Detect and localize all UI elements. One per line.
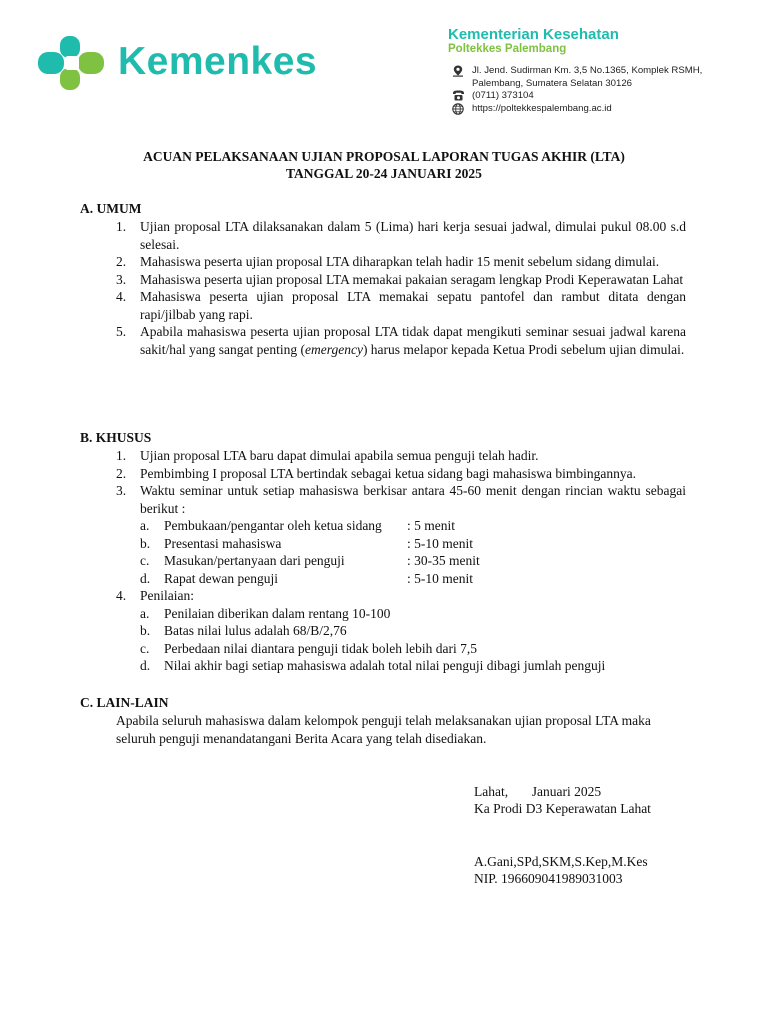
item-number: 1. [116,448,127,463]
item-number: 3. [116,271,127,287]
penilaian-letter: d. [140,658,151,673]
penilaian-row [140,657,686,675]
address-row [452,65,752,90]
penilaian-letter: c. [140,640,150,656]
penilaian-list [116,605,686,675]
rincian-letter: c. [140,553,150,568]
penilaian-row [140,640,686,658]
institution-name: Poltekkes Palembang [448,43,567,55]
item-number: 5. [116,324,127,339]
address-text [472,65,702,90]
item-text: Waktu seminar untuk setiap mahasiswa berkisar antara 45-60 menit dengan rincian waktu sebagai berikut : [140,483,686,516]
rincian-row [140,517,686,535]
item-number: 1. [116,219,127,234]
section-a-heading: A. UMUM [80,201,142,216]
place-date-text: Lahat, Januari 2025 [474,784,602,799]
phone-row [452,90,752,103]
signature-place-date [474,783,601,801]
address-line-2: Palembang, Sumatera Selatan 30126 [472,77,633,89]
umum-list [116,218,686,358]
website-row [452,103,752,116]
rincian-letter: d. [140,570,151,586]
section-b-heading: B. KHUSUS [80,430,152,445]
item-text: Mahasiswa peserta ujian proposal LTA memakai pakaian seragam lengkap Prodi Keperawatan Lahat [140,271,684,287]
rincian-value: : 5-10 menit [407,570,473,586]
item-text-before: Apabila mahasiswa peserta ujian proposal LTA tidak dapat mengikuti seminar sesuai jadwal karena sakit/hal yang sangat penting ( [140,324,686,357]
section-c-heading: C. LAIN-LAIN [80,695,169,710]
rincian-letter: a. [140,518,150,533]
rincian-value: : 5-10 menit [407,535,473,551]
signature-name: A.Gani,SPd,SKM,S.Kep,M.Kes [474,854,648,869]
penilaian-letter: a. [140,605,150,621]
list-item [116,482,686,517]
item-number: 4. [116,289,127,304]
list-item [116,587,686,605]
website-text[interactable]: https://poltekkespalembang.ac.id [472,102,612,114]
phone-text: (0711) 373104 [472,90,534,101]
rincian-row [140,535,686,553]
item-number: 3. [116,483,127,498]
address-line-1: Jl. Jend. Sudirman Km. 3,5 No.1365, Komplek RSMH, [472,65,703,76]
list-item [116,218,686,253]
list-item [116,253,686,271]
item-text: Penilaian: [140,588,194,603]
khusus-list [116,447,686,675]
penilaian-text: Penilaian diberikan dalam rentang 10-100 [164,605,391,621]
document-subtitle: TANGGAL 20-24 JANUARI 2025 [286,166,482,181]
item-number: 2. [116,465,127,481]
rincian-label: Masukan/pertanyaan dari penguji [164,553,345,568]
item-number: 2. [116,254,127,269]
brand-name: Kemenkes [118,40,318,83]
item-text: Mahasiswa peserta ujian proposal LTA diharapkan telah hadir 15 menit sebelum sidang dimulai. [140,254,660,269]
penilaian-text: Batas nilai lulus adalah 68/B/2,76 [164,623,347,638]
kemenkes-logo [38,36,108,90]
contact-block [452,65,752,115]
list-item [116,465,686,483]
phone-icon [452,90,466,102]
item-text [140,323,686,358]
item-text: Mahasiswa peserta ujian proposal LTA memakai sepatu pantofel dan rambut ditata dengan rapi/jilbab yang rapi. [140,289,686,322]
item-text: Ujian proposal LTA dilaksanakan dalam 5 (Lima) hari kerja sesuai jadwal, dimulai pukul 08.00 s.d selesai. [140,219,686,252]
item-text-after: ) harus melapor kepada Ketua Prodi sebelum ujian dimulai. [362,341,685,357]
list-item [116,447,686,465]
item-text: Pembimbing I proposal LTA bertindak sebagai ketua sidang bagi mahasiswa bimbingannya. [140,465,636,481]
penilaian-text: Perbedaan nilai diantara penguji tidak boleh lebih dari 7,5 [164,640,478,656]
penilaian-row [140,622,686,640]
list-item [116,288,686,323]
signature-position: Ka Prodi D3 Keperawatan Lahat [474,801,651,816]
list-item [116,271,686,289]
document-title: ACUAN PELAKSANAAN UJIAN PROPOSAL LAPORAN TUGAS AKHIR (LTA) [143,149,625,164]
rincian-list [116,517,686,587]
signature-nip: NIP. 196609041989031003 [474,871,623,886]
location-icon [452,65,466,77]
list-item [116,323,686,358]
penilaian-letter: b. [140,623,151,638]
ministry-name: Kementerian Kesehatan [448,26,619,43]
item-number: 4. [116,588,127,603]
rincian-letter: b. [140,535,151,551]
rincian-label: Presentasi mahasiswa [164,535,282,551]
rincian-row [140,570,686,588]
penilaian-row [140,605,686,623]
item-text-italic: emergency [304,341,363,357]
rincian-value: : 30-35 menit [407,553,480,568]
globe-icon [452,103,466,115]
item-text: Ujian proposal LTA baru dapat dimulai apabila semua penguji telah hadir. [140,448,539,463]
rincian-value: : 5 menit [407,518,455,533]
rincian-label: Pembukaan/pengantar oleh ketua sidang [164,518,382,533]
penilaian-text: Nilai akhir bagi setiap mahasiswa adalah total nilai penguji dibagi jumlah penguji [164,658,606,673]
lain-paragraph: Apabila seluruh mahasiswa dalam kelompok penguji telah melaksanakan ujian proposal LTA maka seluruh penguji menandatangani Berita Acara yang telah disediakan. [116,713,651,746]
rincian-label: Rapat dewan penguji [164,570,278,586]
rincian-row [140,552,686,570]
